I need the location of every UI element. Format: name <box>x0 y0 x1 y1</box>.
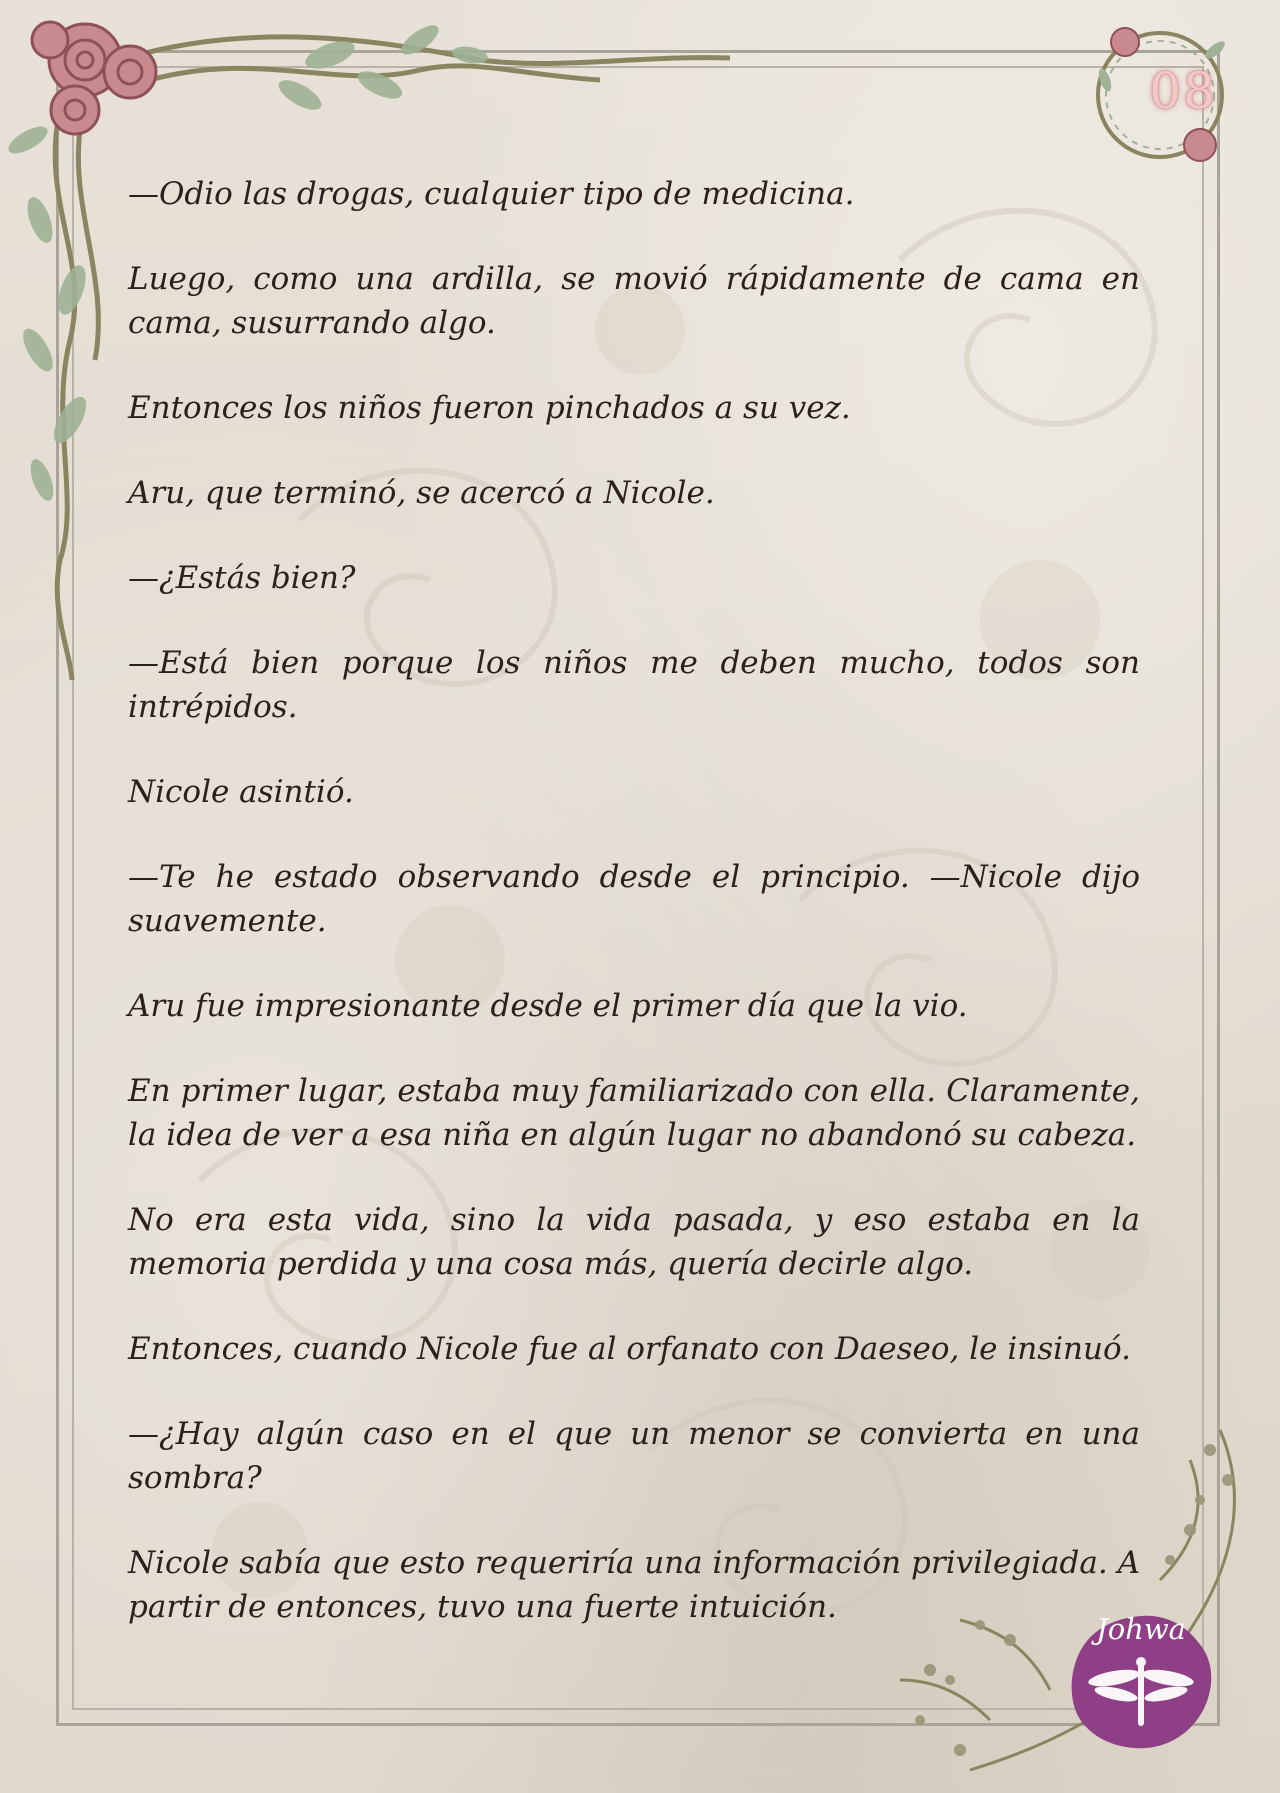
paragraph: —¿Estás bien? <box>128 560 356 596</box>
paragraph: Aru, que terminó, se acercó a Nicole. <box>128 475 715 511</box>
page-number: 08 <box>1149 62 1217 120</box>
paragraph: Nicole asintió. <box>128 774 354 810</box>
paragraph: Nicole sabía que esto requeriría una información privilegiada. A partir de entonces, tuvo una fuerte intuición. <box>128 1545 1140 1625</box>
paragraph: —Está bien porque los niños me deben mucho, todos son intrépidos. <box>128 645 1140 725</box>
paragraph: —Te he estado observando desde el principio. —Nicole dijo suavemente. <box>128 859 1140 939</box>
paragraph: No era esta vida, sino la vida pasada, y eso estaba en la memoria perdida y una cosa más, quería decirle algo. <box>128 1202 1140 1282</box>
paragraph: Aru fue impresionante desde el primer día que la vio. <box>128 988 968 1024</box>
paragraph: Entonces, cuando Nicole fue al orfanato con Daeseo, le insinuó. <box>128 1331 1131 1367</box>
paragraph: —¿Hay algún caso en el que un menor se convierta en una sombra? <box>128 1416 1140 1496</box>
paragraph: En primer lugar, estaba muy familiarizado con ella. Claramente, la idea de ver a esa niña en algún lugar no abandonó su cabeza. <box>128 1073 1140 1153</box>
paragraph: —Odio las drogas, cualquier tipo de medicina. <box>128 176 855 212</box>
story-text <box>128 172 1140 1629</box>
watermark-label: Johwa <box>1096 1612 1186 1646</box>
paragraph: Luego, como una ardilla, se movió rápidamente de cama en cama, susurrando algo. <box>128 261 1140 341</box>
paragraph: Entonces los niños fueron pinchados a su vez. <box>128 390 851 426</box>
